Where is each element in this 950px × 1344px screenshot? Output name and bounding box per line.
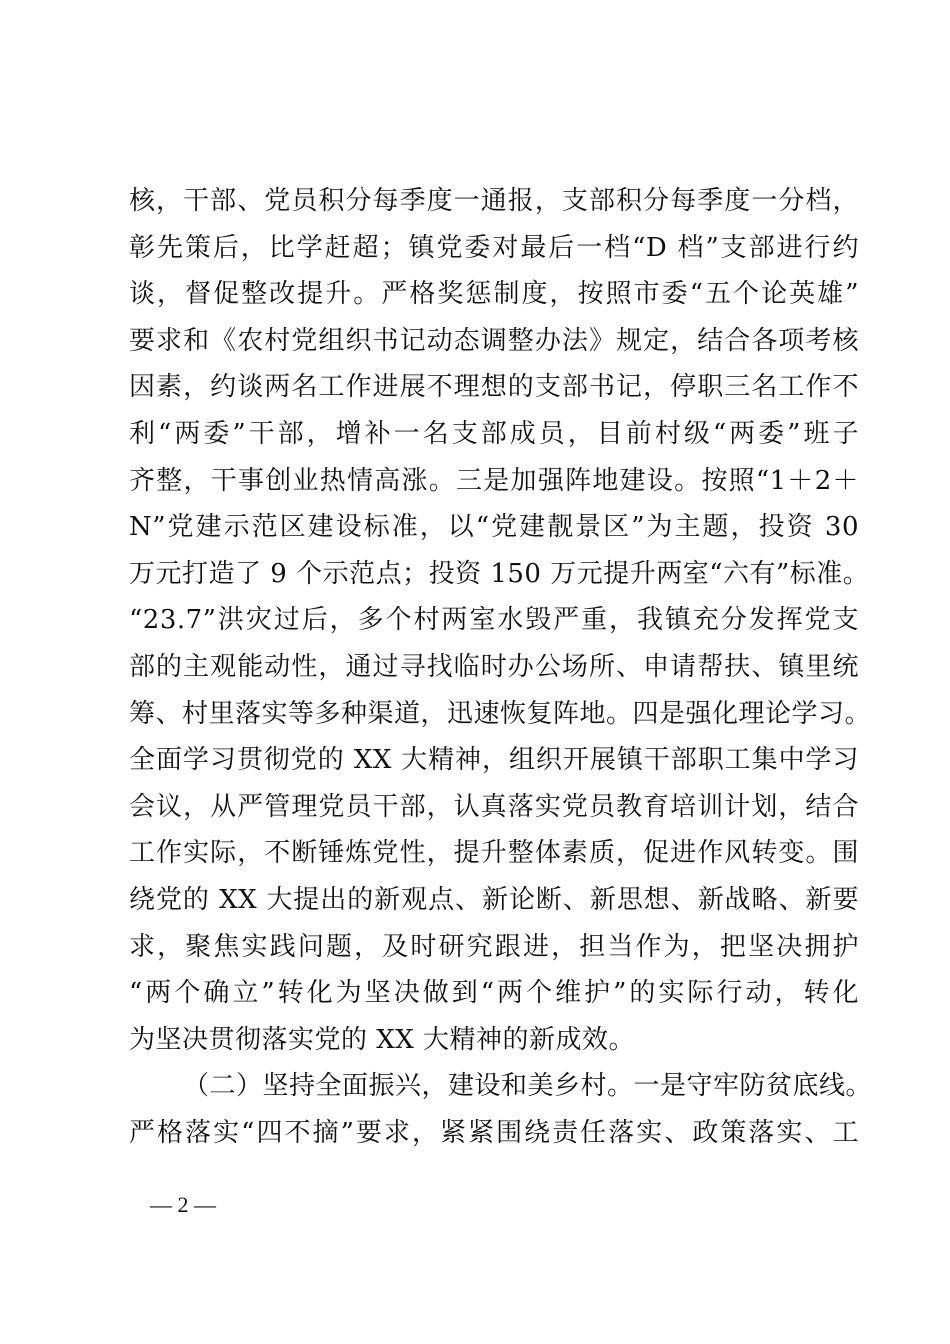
body-line-13: 全面学习贯彻党的 XX 大精神，组织开展镇干部职工集中学习 — [129, 745, 859, 776]
body-line-12: 筹、村里落实等多种渠道，迅速恢复阵地。四是强化理论学习。 — [129, 698, 872, 729]
body-line-11: 部的主观能动性，通过寻找临时办公场所、申请帮扶、镇里统 — [129, 651, 859, 682]
page-number: — 2 — — [150, 1192, 216, 1217]
body-line-9: 万元打造了 9 个示范点；投资 150 万元提升两室“六有”标准。 — [129, 558, 870, 589]
body-line-1: 核，干部、党员积分每季度一通报，支部积分每季度一分档， — [129, 186, 859, 216]
document-body — [129, 178, 873, 1156]
section-heading-line: （二）坚持全面振兴，建设和美乡村。一是守牢防贫底线。 — [183, 1071, 873, 1102]
body-line-14: 会议，从严管理党员干部，认真落实党员教育培训计划，结合 — [129, 791, 859, 822]
body-line-21: 严格落实“四不摘”要求，紧紧围绕责任落实、政策落实、工 — [129, 1117, 859, 1148]
body-line-18: “两个确立”转化为坚决做到“两个维护”的实际行动，转化 — [129, 978, 859, 1009]
body-line-19: 为坚决贯彻落实党的 XX 大精神的新成效。 — [129, 1024, 636, 1055]
body-line-5: 因素，约谈两名工作进展不理想的支部书记，停职三名工作不 — [129, 372, 859, 403]
body-line-16: 绕党的 XX 大提出的新观点、新论断、新思想、新战略、新要 — [129, 884, 859, 915]
body-line-15: 工作实际，不断锤炼党性，提升整体素质，促进作风转变。围 — [129, 838, 859, 869]
body-line-8: N”党建示范区建设标准，以“党建靓景区”为主题，投资 30 — [129, 512, 859, 543]
body-line-3: 谈，督促整改提升。严格奖惩制度，按照市委“五个论英雄” — [129, 279, 859, 310]
body-line-7: 齐整，干事创业热情高涨。三是加强阵地建设。按照“1＋2＋ — [129, 465, 859, 496]
body-line-10: “23.7”洪灾过后，多个村两室水毁严重，我镇充分发挥党支 — [129, 605, 859, 636]
body-line-4: 要求和《农村党组织书记动态调整办法》规定，结合各项考核 — [129, 325, 859, 356]
body-line-17: 求，聚焦实践问题，及时研究跟进，担当作为，把坚决拥护 — [129, 931, 859, 962]
body-line-2: 彰先策后，比学赶超；镇党委对最后一档“D 档”支部进行约 — [129, 232, 859, 263]
body-line-6: 利“两委”干部，增补一名支部成员，目前村级“两委”班子 — [129, 418, 859, 449]
